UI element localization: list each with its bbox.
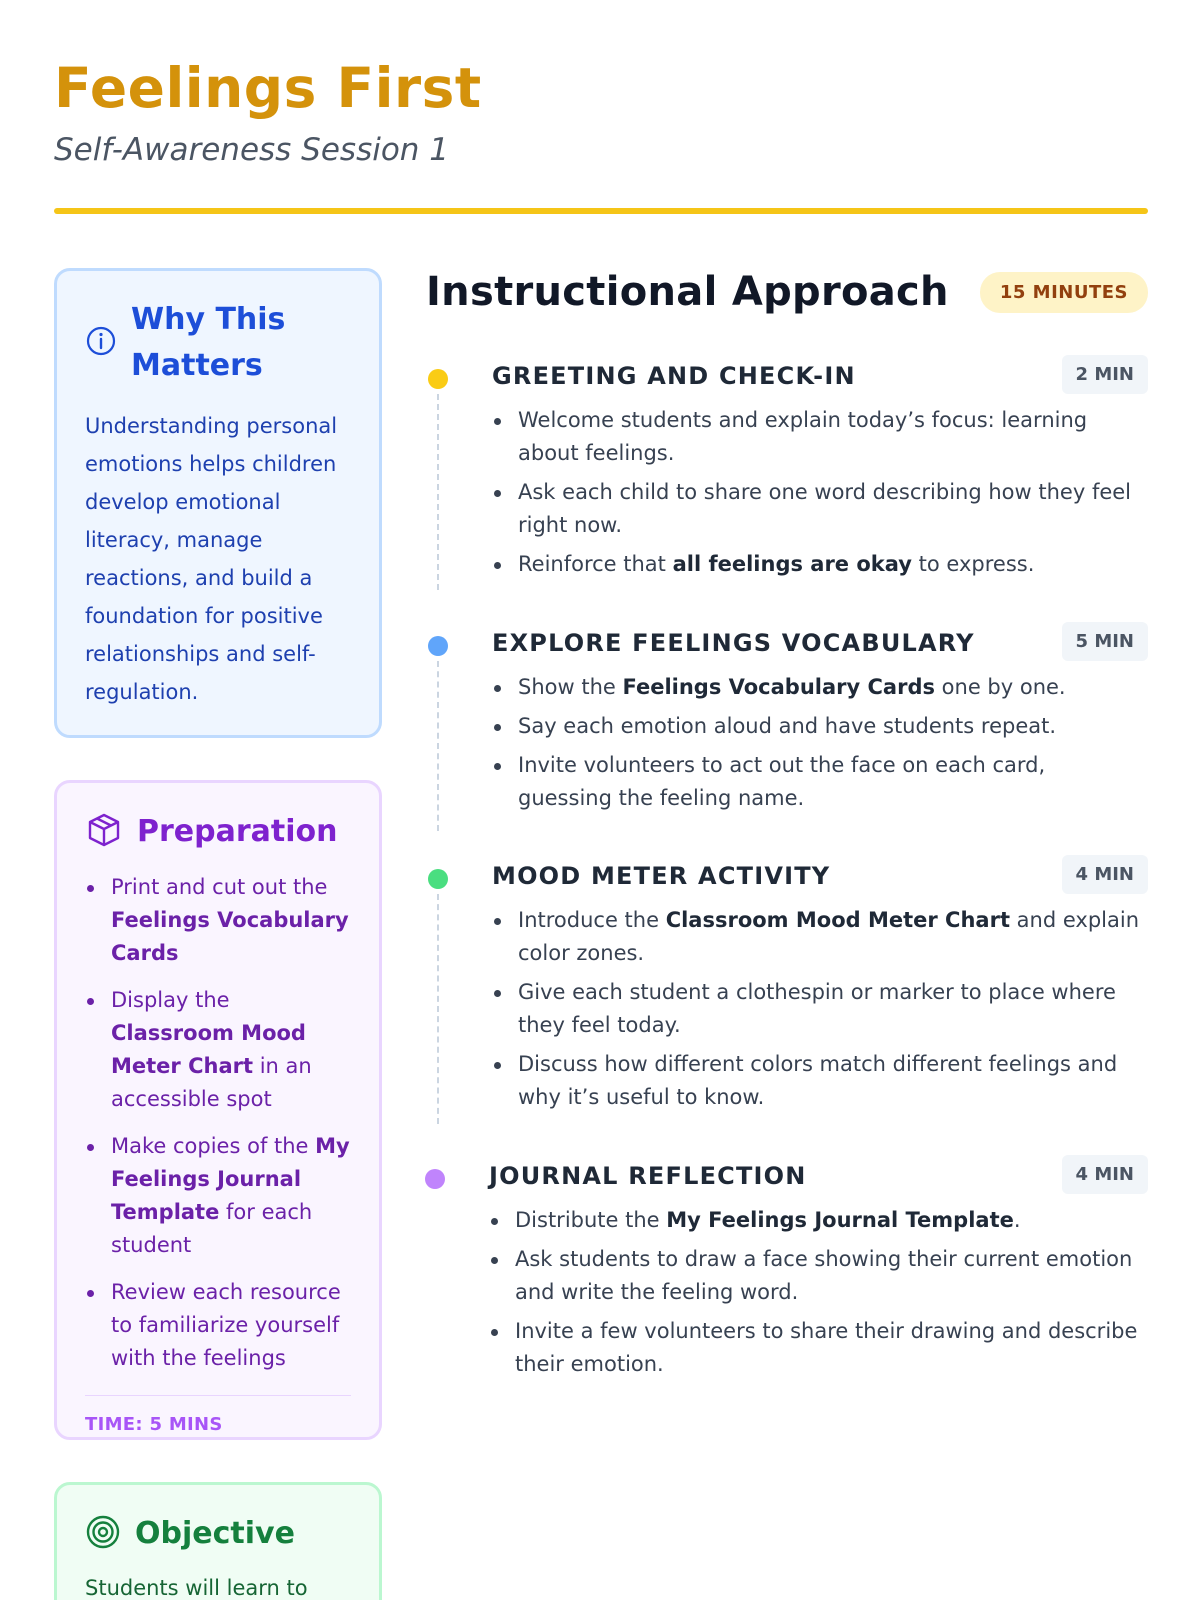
timeline-dot	[428, 369, 448, 389]
step-duration-badge: 4 MIN	[1062, 1155, 1148, 1194]
preparation-title: Preparation	[137, 814, 338, 849]
preparation-time: TIME: 5 MINS	[85, 1414, 223, 1435]
why-title: Why This Matters	[131, 302, 286, 383]
list-item: Review each resource to familiarize yourself with the feelings	[85, 1276, 351, 1375]
step-list	[492, 671, 1142, 821]
objective-card	[54, 1482, 382, 1600]
page-title: Feelings First	[54, 56, 482, 120]
objective-title: Objective	[135, 1516, 295, 1551]
timeline-line	[437, 661, 439, 831]
timeline-line	[437, 394, 439, 590]
instructional-approach	[426, 260, 1148, 1376]
list-item: Print and cut out the Feelings Vocabulary Cards	[85, 871, 351, 970]
step-journal-reflection	[426, 1160, 1148, 1420]
list-item: Say each emotion aloud and have students repeat.	[492, 710, 1142, 743]
why-text: Understanding personal emotions helps children develop emotional literacy, manage reactions, and build a foundation for positive relationships and self-regulation.	[85, 414, 338, 704]
list-item: Give each student a clothespin or marker to place where they feel today.	[492, 976, 1142, 1042]
list-item: Discuss how different colors match different feelings and why it’s useful to know.	[492, 1048, 1142, 1114]
objective-text: Students will learn to	[85, 1576, 308, 1600]
list-item: Invite a few volunteers to share their drawing and describe their emotion.	[489, 1315, 1139, 1381]
step-explore-vocabulary	[426, 627, 1148, 837]
step-title: JOURNAL REFLECTION	[489, 1162, 807, 1190]
step-list	[492, 904, 1142, 1120]
list-item: Make copies of the My Feelings Journal Template for each student	[85, 1130, 351, 1262]
list-item: Ask students to draw a face showing their current emotion and write the feeling word.	[489, 1243, 1139, 1309]
step-title: GREETING AND CHECK-IN	[492, 362, 856, 390]
preparation-list	[85, 871, 351, 1375]
list-item: Welcome students and explain today’s focus: learning about feelings.	[492, 404, 1142, 470]
list-item: Introduce the Classroom Mood Meter Chart and explain color zones.	[492, 904, 1142, 970]
timeline-dot	[428, 869, 448, 889]
step-duration-badge: 2 MIN	[1062, 355, 1148, 394]
step-list	[492, 404, 1142, 587]
list-item: Reinforce that all feelings are okay to express.	[492, 548, 1142, 581]
step-title: EXPLORE FEELINGS VOCABULARY	[492, 629, 975, 657]
step-list	[489, 1204, 1139, 1387]
step-greeting	[426, 360, 1148, 600]
step-duration-badge: 4 MIN	[1062, 855, 1148, 894]
timeline-line	[437, 894, 439, 1124]
why-this-matters-card	[54, 268, 382, 738]
target-icon	[85, 1514, 121, 1554]
step-mood-meter	[426, 860, 1148, 1130]
step-title: MOOD METER ACTIVITY	[492, 862, 831, 890]
list-item: Distribute the My Feelings Journal Template.	[489, 1204, 1139, 1237]
timeline-dot	[428, 636, 448, 656]
header-divider	[54, 208, 1148, 214]
package-icon	[85, 811, 123, 853]
page-header	[54, 56, 1148, 168]
page-subtitle: Self-Awareness Session 1	[54, 132, 450, 168]
info-icon	[85, 325, 117, 361]
step-duration-badge: 5 MIN	[1062, 622, 1148, 661]
timeline-dot	[425, 1169, 445, 1189]
preparation-card	[54, 780, 382, 1440]
list-item: Invite volunteers to act out the face on each card, guessing the feeling name.	[492, 749, 1142, 815]
list-item: Display the Classroom Mood Meter Chart in an accessible spot	[85, 984, 351, 1116]
list-item: Ask each child to share one word describing how they feel right now.	[492, 476, 1142, 542]
total-duration-badge: 15 MINUTES	[980, 272, 1148, 313]
preparation-divider	[85, 1395, 351, 1396]
list-item: Show the Feelings Vocabulary Cards one by one.	[492, 671, 1142, 704]
section-title: Instructional Approach	[426, 269, 949, 315]
